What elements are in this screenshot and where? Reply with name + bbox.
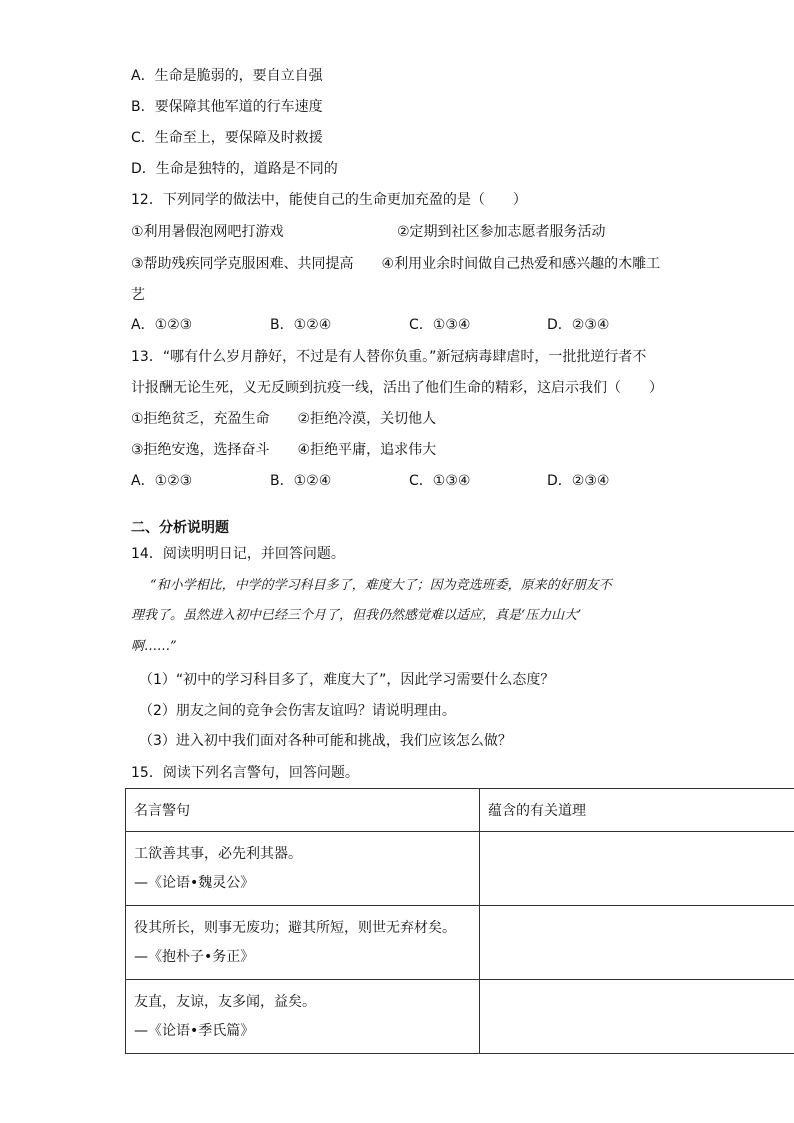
q11-option-b: B．要保障其他军道的行车速度 xyxy=(131,99,323,115)
q12-item-4-continued: 艺 xyxy=(131,287,145,303)
q12-choice-d: D．②③④ xyxy=(547,317,610,333)
table-row xyxy=(126,980,794,1054)
quote-text: 役其所长，则事无废功；避其所短，则世无弃材矣。 xyxy=(134,920,456,936)
q13-choice-d: D．②③④ xyxy=(547,473,610,489)
q12-choice-a: A．①②③ xyxy=(131,317,193,333)
q11-option-a: A．生命是脆弱的，要自立自强 xyxy=(131,68,323,84)
q15-stem: 15．阅读下列名言警句，回答问题。 xyxy=(131,765,359,781)
q12-choice-b: B．①②④ xyxy=(270,317,332,333)
quote-source: —《论语•魏灵公》 xyxy=(134,875,255,891)
q13-choice-a: A．①②③ xyxy=(131,473,193,489)
quote-cell xyxy=(126,832,480,906)
table-header-row xyxy=(126,789,794,832)
q14-diary-line2: 理我了。虽然进入初中已经三个月了，但我仍然感觉难以适应，真是‘压力山大’ xyxy=(131,608,582,623)
answer-cell[interactable] xyxy=(480,832,794,906)
answer-cell[interactable] xyxy=(480,906,794,980)
q12-item-1: ①利用暑假泡网吧打游戏 xyxy=(131,224,284,240)
q14-diary-line3: 啊……” xyxy=(131,639,177,654)
quotes-table xyxy=(125,788,794,1054)
q14-stem: 14．阅读明明日记，并回答问题。 xyxy=(131,546,345,562)
q12-stem: 12．下列同学的做法中，能使自己的生命更加充盈的是（ ） xyxy=(131,192,527,208)
quote-cell xyxy=(126,906,480,980)
quote-text: 友直，友谅，友多闻，益矣。 xyxy=(134,994,316,1010)
q13-items-line2: ③拒绝安逸，选择奋斗 ④拒绝平庸，追求伟大 xyxy=(131,442,437,458)
quote-text: 工欲善其事，必先利其器。 xyxy=(134,846,302,862)
q14-diary-line1: “和小学相比，中学的学习科目多了，难度大了；因为竞选班委，原来的好朋友不 xyxy=(150,578,612,593)
q12-choice-c: C．①③④ xyxy=(409,317,471,333)
q11-option-d: D．生命是独特的，道路是不同的 xyxy=(131,161,338,177)
q14-subquestion-3: （3）进入初中我们面对各种可能和挑战，我们应该怎么做？ xyxy=(139,733,512,749)
q13-choice-b: B．①②④ xyxy=(270,473,332,489)
q14-subquestion-2: （2）朋友之间的竞争会伤害友谊吗？请说明理由。 xyxy=(139,703,456,719)
table-header-meaning: 蕴含的有关道理 xyxy=(480,789,794,832)
section-heading: 二、分析说明题 xyxy=(131,520,229,536)
q12-item-2: ②定期到社区参加志愿者服务活动 xyxy=(397,224,606,240)
q13-choice-c: C．①③④ xyxy=(409,473,471,489)
table-row xyxy=(126,832,794,906)
q13-items-line1: ①拒绝贫乏，充盈生命 ②拒绝冷漠，关切他人 xyxy=(131,411,437,427)
q14-subquestion-1: （1）“初中的学习科目多了，难度大了”，因此学习需要什么态度？ xyxy=(139,672,555,688)
quote-source: —《论语•季氏篇》 xyxy=(134,1023,255,1039)
table-header-quote: 名言警句 xyxy=(126,789,480,832)
table-row xyxy=(126,906,794,980)
answer-cell[interactable] xyxy=(480,980,794,1054)
q13-stem-line2: 计报酬无论生死，义无反顾到抗疫一线，活出了他们生命的精彩，这启示我们（ ） xyxy=(131,380,663,396)
q12-items-row2: ③帮助残疾同学克服困难、共同提高 ④利用业余时间做自己热爱和感兴趣的木雕工 xyxy=(131,256,661,272)
q11-option-c: C．生命至上，要保障及时救援 xyxy=(131,130,323,146)
quote-cell xyxy=(126,980,480,1054)
quote-source: —《抱朴子•务正》 xyxy=(134,949,255,965)
q13-stem-line1: 13．“哪有什么岁月静好，不过是有人替你负重。”新冠病毒肆虐时，一批批逆行者不 xyxy=(131,349,647,365)
